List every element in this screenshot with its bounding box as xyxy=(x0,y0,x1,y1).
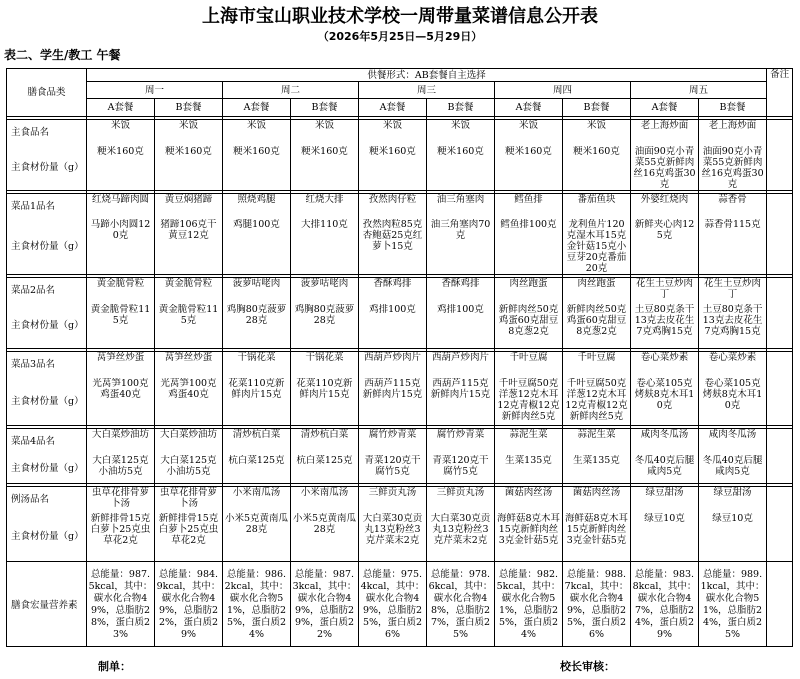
dish-name-cell: 番茄鱼块 xyxy=(563,193,631,219)
dish-name-cell: 小米南瓜汤 xyxy=(291,487,359,513)
dish-qty-cell: 油面90克小青菜55克新鲜肉丝16克鸡蛋30克 xyxy=(631,146,699,191)
dish-name-cell: 米饭 xyxy=(223,120,291,146)
dish-name-label: 菜品4品名 xyxy=(7,429,87,455)
dish-qty-cell: 马蹄小肉圆120克 xyxy=(87,219,155,275)
date-range: （2026年5月25日—5月29日） xyxy=(317,30,483,43)
dish-name-cell: 卷心菜炒素 xyxy=(699,352,767,378)
set-a-header: A套餐 xyxy=(495,99,563,117)
dish-qty-cell: 小米5克黄南瓜28克 xyxy=(223,513,291,562)
dish-qty-cell: 鸡排100克 xyxy=(427,304,495,349)
dish-name-cell: 蒜泥生菜 xyxy=(495,429,563,455)
dish-name-cell: 米饭 xyxy=(495,120,563,146)
dish-name-cell: 咸肉冬瓜汤 xyxy=(699,429,767,455)
dish-qty-cell: 新鲜排骨15克白萝卜25克虫草花2克 xyxy=(87,513,155,562)
dish-qty-cell: 青菜120克干腐竹5克 xyxy=(427,455,495,484)
header-row-days xyxy=(7,82,793,99)
remark-cell xyxy=(767,120,793,191)
dish-qty-cell: 土豆80克条干13克去皮花生7克鸡胸15克 xyxy=(699,304,767,349)
dish-name-cell: 米饭 xyxy=(563,120,631,146)
dish-name-cell: 老上海炒面 xyxy=(631,120,699,146)
dish-name-cell: 菠萝咕咾肉 xyxy=(291,278,359,304)
prepared-by-label: 制单： xyxy=(98,660,131,673)
dish-name-cell: 肉丝跑蛋 xyxy=(563,278,631,304)
dish-name-cell: 菌菇肉丝汤 xyxy=(563,487,631,513)
dish-qty-cell: 蒜香骨115克 xyxy=(699,219,767,275)
header-row-supply xyxy=(7,69,793,82)
dish-qty-cell: 小米5克黄南瓜28克 xyxy=(291,513,359,562)
dish-name-cell: 西葫芦炒肉片 xyxy=(427,352,495,378)
dish-name-label: 主食品名 xyxy=(7,120,87,146)
table-label: 表二、学生/教工 午餐 xyxy=(4,48,121,62)
dish-qty-cell: 粳米160克 xyxy=(291,146,359,191)
day-header: 周一 xyxy=(87,82,223,99)
category-header: 膳食品类 xyxy=(7,69,87,117)
dish-qty-cell: 新鲜夹心肉125克 xyxy=(631,219,699,275)
dish-qty-cell: 花菜110克新鲜肉片15克 xyxy=(223,378,291,426)
dish-qty-cell: 粳米160克 xyxy=(495,146,563,191)
dish-qty-cell: 黄金脆骨粒115克 xyxy=(155,304,223,349)
dish-qty-label: 主食材份量（g） xyxy=(7,219,87,275)
dish-qty-cell: 西葫芦115克新鲜肉片15克 xyxy=(359,378,427,426)
dish-name-cell: 香酥鸡排 xyxy=(427,278,495,304)
dish-name-row xyxy=(7,352,793,378)
dish-name-row xyxy=(7,278,793,304)
dish-name-cell: 菠萝咕咾肉 xyxy=(223,278,291,304)
dish-qty-row xyxy=(7,513,793,562)
dish-qty-row xyxy=(7,304,793,349)
dish-name-label: 菜品1品名 xyxy=(7,193,87,219)
dish-name-cell: 西葫芦炒肉片 xyxy=(359,352,427,378)
dish-qty-row xyxy=(7,455,793,484)
dish-name-cell: 虫草花排骨萝卜汤 xyxy=(87,487,155,513)
dish-name-cell: 腐竹炒青菜 xyxy=(359,429,427,455)
dish-qty-cell: 粳米160克 xyxy=(223,146,291,191)
dish-name-cell: 蒜泥生菜 xyxy=(563,429,631,455)
dish-qty-label: 主食材份量（g） xyxy=(7,513,87,562)
nutrition-row xyxy=(7,565,793,647)
dish-qty-cell: 大白菜125克小油坊5克 xyxy=(87,455,155,484)
dish-name-cell: 米饭 xyxy=(87,120,155,146)
dish-qty-cell: 新鲜排骨15克白萝卜25克虫草花2克 xyxy=(155,513,223,562)
set-a-header: A套餐 xyxy=(87,99,155,117)
dish-name-cell: 莴笋丝炒蛋 xyxy=(87,352,155,378)
dish-qty-cell: 光莴笋100克鸡蛋40克 xyxy=(87,378,155,426)
dish-name-cell: 照烧鸡腿 xyxy=(223,193,291,219)
dish-name-label: 菜品3品名 xyxy=(7,352,87,378)
dish-qty-row xyxy=(7,146,793,191)
dish-name-cell: 小米南瓜汤 xyxy=(223,487,291,513)
dish-qty-cell: 海鲜菇8克木耳15克新鲜肉丝3克金针菇5克 xyxy=(563,513,631,562)
dish-qty-cell: 新鲜肉丝50克鸡蛋60克甜豆8克葱2克 xyxy=(563,304,631,349)
dish-name-cell: 米饭 xyxy=(291,120,359,146)
set-b-header: B套餐 xyxy=(155,99,223,117)
nutrition-cell: 总能量：975.4kcal，其中：碳水化合物49%，总脂肪25%，蛋白质26% xyxy=(359,565,427,647)
dish-name-cell: 米饭 xyxy=(359,120,427,146)
day-header: 周四 xyxy=(495,82,631,99)
dish-name-row xyxy=(7,487,793,513)
dish-name-cell: 咸肉冬瓜汤 xyxy=(631,429,699,455)
dish-qty-cell: 大排110克 xyxy=(291,219,359,275)
dish-qty-cell: 西葫芦115克新鲜肉片15克 xyxy=(427,378,495,426)
remark-header: 备注 xyxy=(767,69,793,117)
dish-name-cell: 鳕鱼排 xyxy=(495,193,563,219)
remark-cell xyxy=(767,487,793,562)
dish-name-cell: 大白菜炒油坊 xyxy=(87,429,155,455)
dish-name-cell: 清炒杭白菜 xyxy=(291,429,359,455)
dish-qty-cell: 绿豆10克 xyxy=(631,513,699,562)
set-b-header: B套餐 xyxy=(563,99,631,117)
dish-name-cell: 老上海炒面 xyxy=(699,120,767,146)
dish-name-cell: 卷心菜炒素 xyxy=(631,352,699,378)
dish-qty-cell: 鸡腿100克 xyxy=(223,219,291,275)
remark-cell xyxy=(767,278,793,349)
dish-qty-label: 主食材份量（g） xyxy=(7,455,87,484)
dish-qty-cell: 土豆80克条干13克去皮花生7克鸡胸15克 xyxy=(631,304,699,349)
dish-qty-cell: 油面90克小青菜55克新鲜肉丝16克鸡蛋30克 xyxy=(699,146,767,191)
set-a-header: A套餐 xyxy=(631,99,699,117)
dish-qty-cell: 生菜135克 xyxy=(563,455,631,484)
nutrition-cell: 总能量：983.8kcal，其中：碳水化合物47%，总脂肪24%，蛋白质29% xyxy=(631,565,699,647)
nutrition-cell: 总能量：982.5kcal，其中：碳水化合物51%，总脂肪25%，蛋白质24% xyxy=(495,565,563,647)
dish-name-cell: 黄豆焖猪蹄 xyxy=(155,193,223,219)
day-header: 周三 xyxy=(359,82,495,99)
dish-name-cell: 三鲜贡丸汤 xyxy=(359,487,427,513)
dish-name-cell: 千叶豆腐 xyxy=(495,352,563,378)
dish-qty-cell: 粳米160克 xyxy=(427,146,495,191)
dish-qty-cell: 大白菜30克贡丸13克粉丝3克芹菜末2克 xyxy=(427,513,495,562)
dish-name-cell: 黄金脆骨粒 xyxy=(87,278,155,304)
supply-form: 供餐形式：AB套餐自主选择 xyxy=(87,69,767,82)
dish-name-cell: 油三角塞肉 xyxy=(427,193,495,219)
dish-qty-cell: 龙利鱼片120克湿木耳15克金针菇15克小豆芽20克番茄20克 xyxy=(563,219,631,275)
remark-cell xyxy=(767,565,793,647)
dish-name-cell: 清炒杭白菜 xyxy=(223,429,291,455)
dish-name-cell: 干锅花菜 xyxy=(291,352,359,378)
dish-qty-cell: 粳米160克 xyxy=(359,146,427,191)
dish-qty-cell: 花菜110克新鲜肉片15克 xyxy=(291,378,359,426)
dish-qty-cell: 千叶豆腐50克洋葱12克木耳12克青椒12克新鲜肉丝5克 xyxy=(495,378,563,426)
dish-qty-cell: 海鲜菇8克木耳15克新鲜肉丝3克金针菇5克 xyxy=(495,513,563,562)
dish-name-cell: 莴笋丝炒蛋 xyxy=(155,352,223,378)
menu-table xyxy=(6,68,793,647)
dish-name-label: 菜品2品名 xyxy=(7,278,87,304)
day-header: 周二 xyxy=(223,82,359,99)
nutrition-cell: 总能量：988.7kcal，其中：碳水化合物49%，总脂肪25%，蛋白质26% xyxy=(563,565,631,647)
dish-name-row xyxy=(7,193,793,219)
header-row-sets xyxy=(7,99,793,117)
dish-name-cell: 腐竹炒青菜 xyxy=(427,429,495,455)
dish-qty-cell: 粳米160克 xyxy=(155,146,223,191)
dish-name-cell: 三鲜贡丸汤 xyxy=(427,487,495,513)
set-b-header: B套餐 xyxy=(699,99,767,117)
dish-qty-cell: 粳米160克 xyxy=(563,146,631,191)
dish-name-cell: 红烧大排 xyxy=(291,193,359,219)
set-a-header: A套餐 xyxy=(223,99,291,117)
nutrition-cell: 总能量：984.9kcal，其中：碳水化合物49%，总脂肪22%，蛋白质29% xyxy=(155,565,223,647)
dish-qty-cell: 大白菜125克小油坊5克 xyxy=(155,455,223,484)
dish-name-row xyxy=(7,429,793,455)
dish-qty-cell: 杭白菜125克 xyxy=(223,455,291,484)
dish-name-cell: 千叶豆腐 xyxy=(563,352,631,378)
day-header: 周五 xyxy=(631,82,767,99)
dish-qty-cell: 粳米160克 xyxy=(87,146,155,191)
dish-name-cell: 虫草花排骨萝卜汤 xyxy=(155,487,223,513)
dish-name-cell: 蒜香骨 xyxy=(699,193,767,219)
dish-qty-row xyxy=(7,378,793,426)
set-b-header: B套餐 xyxy=(291,99,359,117)
dish-qty-cell: 冬瓜40克后腿咸肉5克 xyxy=(699,455,767,484)
page-title: 上海市宝山职业技术学校一周带量菜谱信息公开表 xyxy=(202,6,598,27)
remark-cell xyxy=(767,429,793,484)
dish-qty-cell: 黄金脆骨粒115克 xyxy=(87,304,155,349)
dish-name-cell: 大白菜炒油坊 xyxy=(155,429,223,455)
dish-qty-cell: 孜然肉粒85克杏鲍菇25克红萝卜15克 xyxy=(359,219,427,275)
nutrition-cell: 总能量：978.6kcal，其中：碳水化合物48%，总脂肪27%，蛋白质25% xyxy=(427,565,495,647)
dish-qty-cell: 卷心菜105克烤麸8克木耳10克 xyxy=(699,378,767,426)
dish-name-cell: 外婆红烧肉 xyxy=(631,193,699,219)
dish-name-cell: 肉丝跑蛋 xyxy=(495,278,563,304)
dish-name-cell: 红烧马蹄肉圆 xyxy=(87,193,155,219)
dish-qty-cell: 卷心菜105克烤麸8克木耳10克 xyxy=(631,378,699,426)
dish-qty-cell: 新鲜肉丝50克鸡蛋60克甜豆8克葱2克 xyxy=(495,304,563,349)
dish-name-cell: 绿豆甜汤 xyxy=(699,487,767,513)
dish-qty-row xyxy=(7,219,793,275)
dish-name-cell: 干锅花菜 xyxy=(223,352,291,378)
dish-qty-cell: 绿豆10克 xyxy=(699,513,767,562)
nutrition-label: 膳食宏量营养素 xyxy=(7,565,87,647)
dish-qty-label: 主食材份量（g） xyxy=(7,146,87,191)
dish-name-cell: 香酥鸡排 xyxy=(359,278,427,304)
dish-qty-cell: 青菜120克干腐竹5克 xyxy=(359,455,427,484)
dish-name-cell: 黄金脆骨粒 xyxy=(155,278,223,304)
dish-qty-label: 主食材份量（g） xyxy=(7,304,87,349)
dish-name-cell: 米饭 xyxy=(427,120,495,146)
dish-name-cell: 米饭 xyxy=(155,120,223,146)
nutrition-cell: 总能量：987.5kcal，其中：碳水化合物49%，总脂肪28%，蛋白质23% xyxy=(87,565,155,647)
nutrition-cell: 总能量：987.3kcal，其中：碳水化合物49%，总脂肪29%，蛋白质22% xyxy=(291,565,359,647)
dish-qty-cell: 鸡排100克 xyxy=(359,304,427,349)
remark-cell xyxy=(767,193,793,275)
dish-qty-cell: 千叶豆腐50克洋葱12克木耳12克青椒12克新鲜肉丝5克 xyxy=(563,378,631,426)
dish-qty-cell: 杭白菜125克 xyxy=(291,455,359,484)
remark-cell xyxy=(767,352,793,426)
dish-qty-cell: 冬瓜40克后腿咸肉5克 xyxy=(631,455,699,484)
dish-name-cell: 菌菇肉丝汤 xyxy=(495,487,563,513)
dish-qty-cell: 鸡胸80克菠萝28克 xyxy=(291,304,359,349)
set-a-header: A套餐 xyxy=(359,99,427,117)
dish-qty-cell: 油三角塞肉70克 xyxy=(427,219,495,275)
dish-name-row xyxy=(7,120,793,146)
principal-review-label: 校长审核： xyxy=(560,660,615,673)
dish-qty-cell: 大白菜30克贡丸13克粉丝3克芹菜末2克 xyxy=(359,513,427,562)
nutrition-cell: 总能量：989.1kcal，其中：碳水化合物51%，总脂肪24%，蛋白质25% xyxy=(699,565,767,647)
dish-name-cell: 孜然肉仔粒 xyxy=(359,193,427,219)
nutrition-cell: 总能量：986.2kcal，其中：碳水化合物51%，总脂肪25%，蛋白质24% xyxy=(223,565,291,647)
dish-name-cell: 绿豆甜汤 xyxy=(631,487,699,513)
dish-name-cell: 花生土豆炒肉丁 xyxy=(631,278,699,304)
dish-qty-cell: 生菜135克 xyxy=(495,455,563,484)
dish-qty-cell: 猪蹄106克干黄豆12克 xyxy=(155,219,223,275)
dish-name-label: 例汤品名 xyxy=(7,487,87,513)
dish-name-cell: 花生土豆炒肉丁 xyxy=(699,278,767,304)
set-b-header: B套餐 xyxy=(427,99,495,117)
dish-qty-cell: 鳕鱼排100克 xyxy=(495,219,563,275)
dish-qty-label: 主食材份量（g） xyxy=(7,378,87,426)
dish-qty-cell: 鸡胸80克菠萝28克 xyxy=(223,304,291,349)
dish-qty-cell: 光莴笋100克鸡蛋40克 xyxy=(155,378,223,426)
